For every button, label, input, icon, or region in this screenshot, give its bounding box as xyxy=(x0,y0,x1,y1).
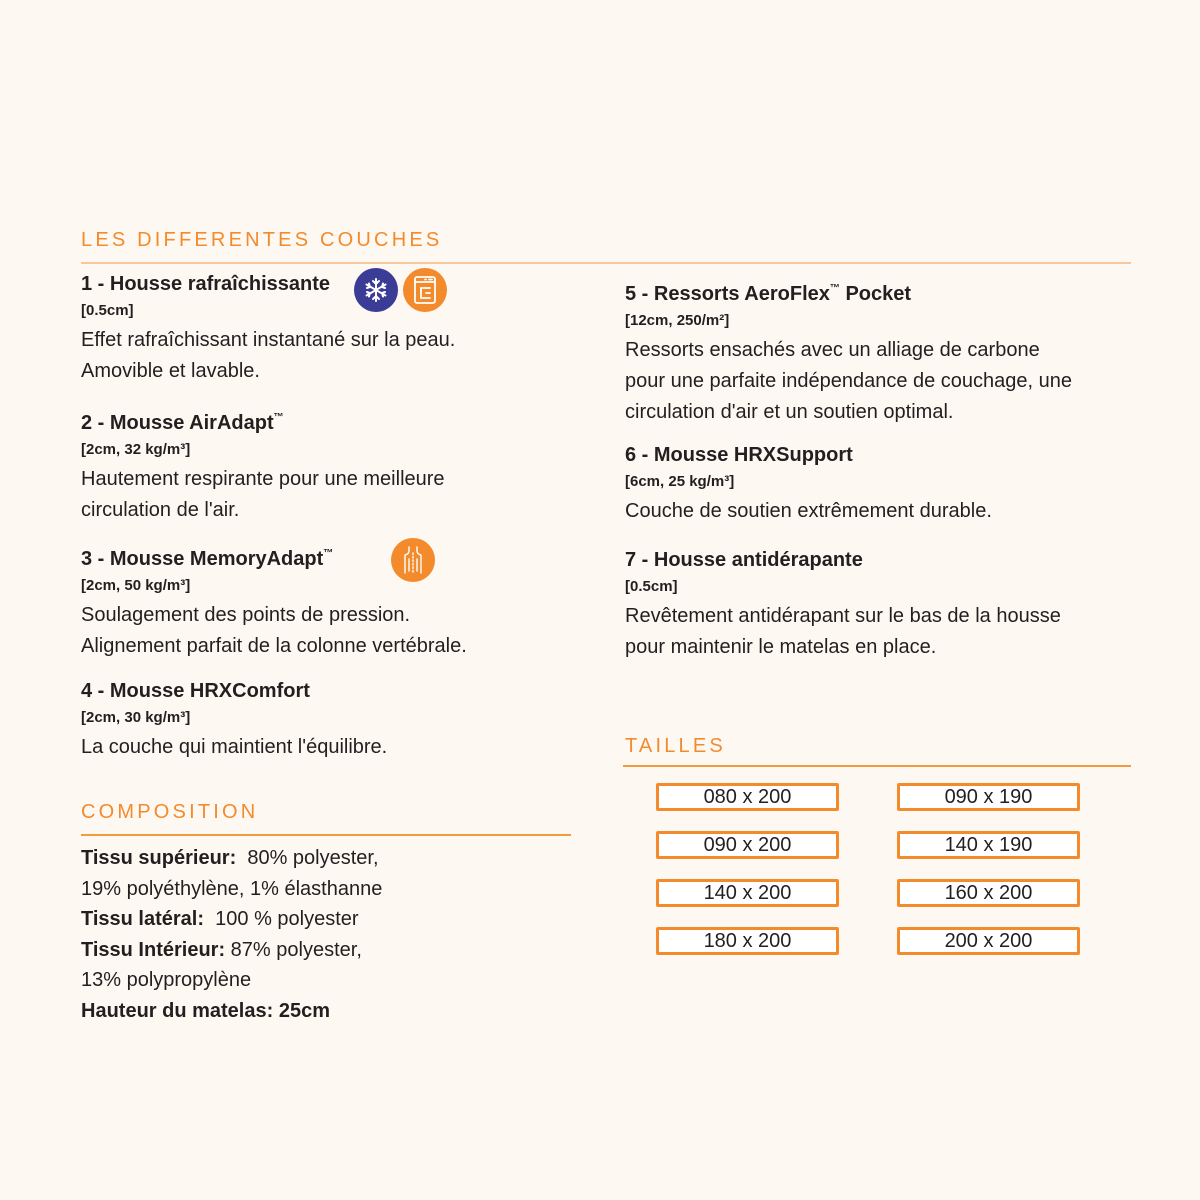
layer-3-description-line: Alignement parfait de la colonne vertébrale. xyxy=(81,635,467,657)
layer-2-description-line: Hautement respirante pour une meilleure xyxy=(81,468,445,490)
composition-value: 13% polypropylène xyxy=(81,969,252,992)
composition-list xyxy=(81,843,581,1027)
layer-1-title: 1 - Housse rafraîchissante xyxy=(81,273,330,295)
composition-row xyxy=(81,935,581,966)
layers-section-divider xyxy=(81,262,1131,264)
layer-7-title: 7 - Housse antidérapante xyxy=(625,549,863,571)
layer-6-title: 6 - Mousse HRXSupport xyxy=(625,444,853,466)
composition-divider xyxy=(81,834,571,836)
snowflake-icon xyxy=(354,268,398,312)
layer-3 xyxy=(81,542,601,662)
layer-2-description xyxy=(81,464,601,526)
composition-label: Tissu supérieur: xyxy=(81,847,237,869)
layer-1-description xyxy=(81,325,601,387)
layer-3-description xyxy=(81,600,601,662)
layer-6-spec: [6cm, 25 kg/m³] xyxy=(625,473,735,490)
trademark-symbol: ™ xyxy=(829,283,840,294)
layer-5-description-line: pour une parfaite indépendance de couchage, une xyxy=(625,370,1073,392)
layer-6 xyxy=(625,443,1145,527)
layer-4 xyxy=(81,679,601,763)
layer-3-title-text: 3 - Mousse MemoryAdapt xyxy=(81,548,324,570)
layer-2-title xyxy=(81,406,284,435)
layers-section-title: LES DIFFERENTES COUCHES xyxy=(81,229,443,251)
layer-2-title-text: 2 - Mousse AirAdapt xyxy=(81,412,274,434)
trademark-symbol: ™ xyxy=(273,412,284,423)
size-option-090x190[interactable]: 090 x 190 xyxy=(897,783,1080,811)
size-options xyxy=(656,783,1080,955)
layer-1-description-line: Effet rafraîchissant instantané sur la peau. xyxy=(81,329,456,351)
composition-row xyxy=(81,904,581,935)
layer-2-spec: [2cm, 32 kg/m³] xyxy=(81,441,191,458)
washing-machine-icon xyxy=(403,268,447,312)
layer-5-description xyxy=(625,335,1145,428)
size-option-140x200[interactable]: 140 x 200 xyxy=(656,879,839,907)
layer-7-spec: [0.5cm] xyxy=(625,578,678,595)
layer-1-spec: [0.5cm] xyxy=(81,302,134,319)
layer-6-description-line: Couche de soutien extrêmement durable. xyxy=(625,500,992,522)
composition-value: 80% polyester, xyxy=(236,847,379,869)
layer-7-description-line: Revêtement antidérapant sur le bas de la housse xyxy=(625,605,1061,627)
size-option-160x200[interactable]: 160 x 200 xyxy=(897,879,1080,907)
layer-4-description xyxy=(81,732,601,763)
composition-section-title: COMPOSITION xyxy=(81,801,259,823)
composition-row xyxy=(81,965,581,996)
composition-row xyxy=(81,996,581,1027)
composition-row xyxy=(81,874,581,905)
layer-7-description-line: pour maintenir le matelas en place. xyxy=(625,636,937,658)
composition-label: Hauteur du matelas: 25cm xyxy=(81,999,330,1022)
layer-3-description-line: Soulagement des points de pression. xyxy=(81,604,411,626)
size-option-080x200[interactable]: 080 x 200 xyxy=(656,783,839,811)
layer-1 xyxy=(81,272,601,387)
size-option-200x200[interactable]: 200 x 200 xyxy=(897,927,1080,955)
trademark-symbol: ™ xyxy=(323,548,334,559)
layer-5-title-suffix: Pocket xyxy=(839,283,912,305)
layer-6-description xyxy=(625,496,1145,527)
layer-4-spec: [2cm, 30 kg/m³] xyxy=(81,709,191,726)
layer-5-title-text: 5 - Ressorts AeroFlex xyxy=(625,283,830,305)
layer-7 xyxy=(625,548,1145,663)
layer-4-title: 4 - Mousse HRXComfort xyxy=(81,680,310,702)
layer-7-description xyxy=(625,601,1145,663)
layer-3-title xyxy=(81,542,333,571)
sizes-divider xyxy=(623,765,1131,767)
composition-label: Tissu Intérieur: xyxy=(81,938,226,961)
layer-5-description-line: Ressorts ensachés avec un alliage de carbone xyxy=(625,339,1040,361)
size-option-180x200[interactable]: 180 x 200 xyxy=(656,927,839,955)
layer-4-description-line: La couche qui maintient l'équilibre. xyxy=(81,736,388,758)
layer-3-spec: [2cm, 50 kg/m³] xyxy=(81,577,191,594)
layer-1-description-line: Amovible et lavable. xyxy=(81,360,260,382)
layer-5-spec: [12cm, 250/m²] xyxy=(625,312,730,329)
layer-5-description-line: circulation d'air et un soutien optimal. xyxy=(625,401,954,423)
layer-5 xyxy=(625,277,1145,428)
spine-icon xyxy=(391,538,435,582)
layer-2-description-line: circulation de l'air. xyxy=(81,499,240,521)
composition-value: 87% polyester, xyxy=(225,938,362,961)
size-option-140x190[interactable]: 140 x 190 xyxy=(897,831,1080,859)
composition-label: Tissu latéral: xyxy=(81,908,205,931)
sizes-section-title: TAILLES xyxy=(625,735,726,757)
layer-2 xyxy=(81,406,601,526)
composition-row xyxy=(81,843,581,874)
size-option-090x200[interactable]: 090 x 200 xyxy=(656,831,839,859)
composition-value: 100 % polyester xyxy=(204,908,359,931)
layer-5-title xyxy=(625,277,911,306)
composition-value: 19% polyéthylène, 1% élasthanne xyxy=(81,877,383,900)
